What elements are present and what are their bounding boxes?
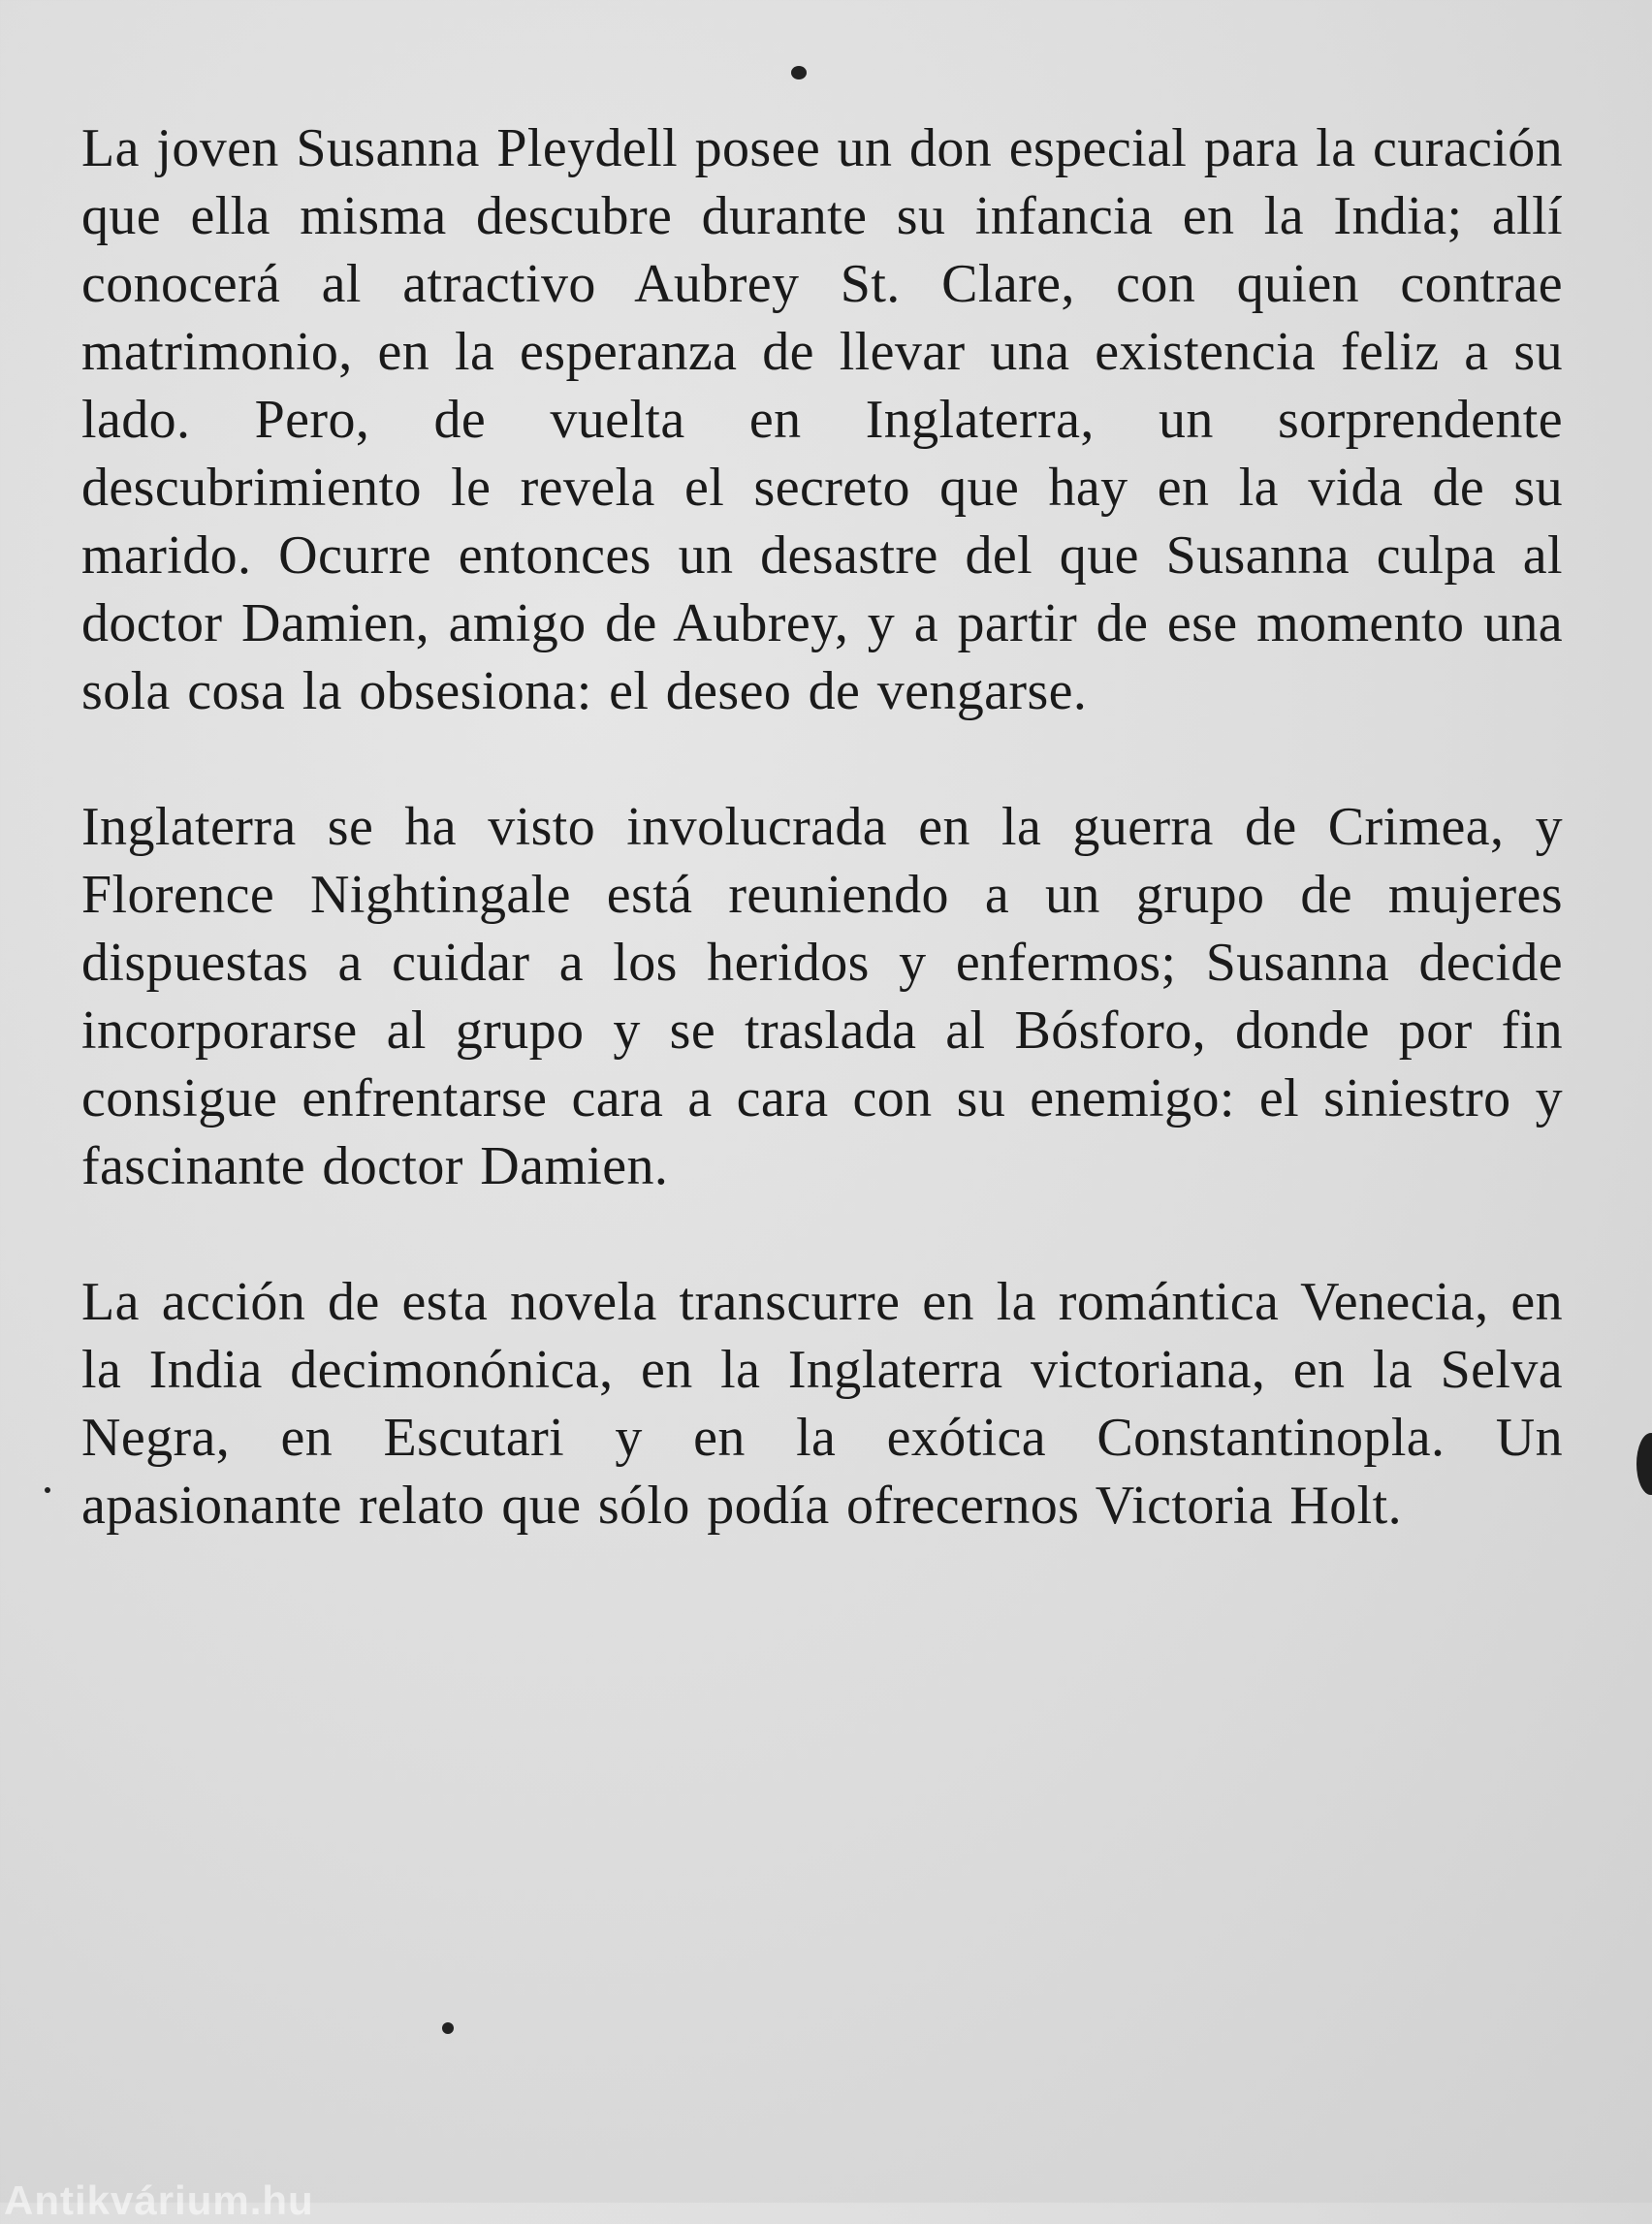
book-blurb [81,114,1563,1540]
ink-speck-top [791,66,807,79]
ink-speck-bottom [442,2022,454,2034]
blurb-paragraph-3: La acción de esta novela transcurre en la romántica Venecia, en la India decimonónica, en la Inglaterra victoriana, en la Selva Negra, en Escutari y en la exótica Constantinopla. Un apasionante relato que sólo podía ofrecernos Victoria Holt. [81,1272,1563,1536]
blurb-paragraph-2: Inglaterra se ha visto involucrada en la guerra de Crimea, y Florence Nightingale está reuniendo a un grupo de mujeres dispuestas a cuidar a los heridos y enfermos; Susanna decide incorporarse al grupo y se traslada al Bósforo, donde por fin consigue enfrentarse cara a cara con su enemigo: el siniestro y fascinante doctor Damien. [81,797,1563,1196]
ink-speck-left [45,1487,50,1493]
watermark: Antikvárium.hu [4,2177,314,2223]
blurb-paragraph-1: La joven Susanna Pleydell posee un don especial para la curación que ella misma descubre durante su infancia en la India; allí conocerá al atractivo Aubrey St. Clare, con quien contrae matrimonio, en la esperanza de llevar una existencia feliz a su lado. Pero, de vuelta en Inglaterra, un sorprendente descubrimiento le revela el secreto que hay en la vida de su marido. Ocurre entonces un desastre del que Susanna culpa al doctor Damien, amigo de Aubrey, y a partir de ese momento una sola cosa la obsesiona: el deseo de vengarse. [81,118,1563,721]
edge-ink-blob [1636,1433,1652,1495]
